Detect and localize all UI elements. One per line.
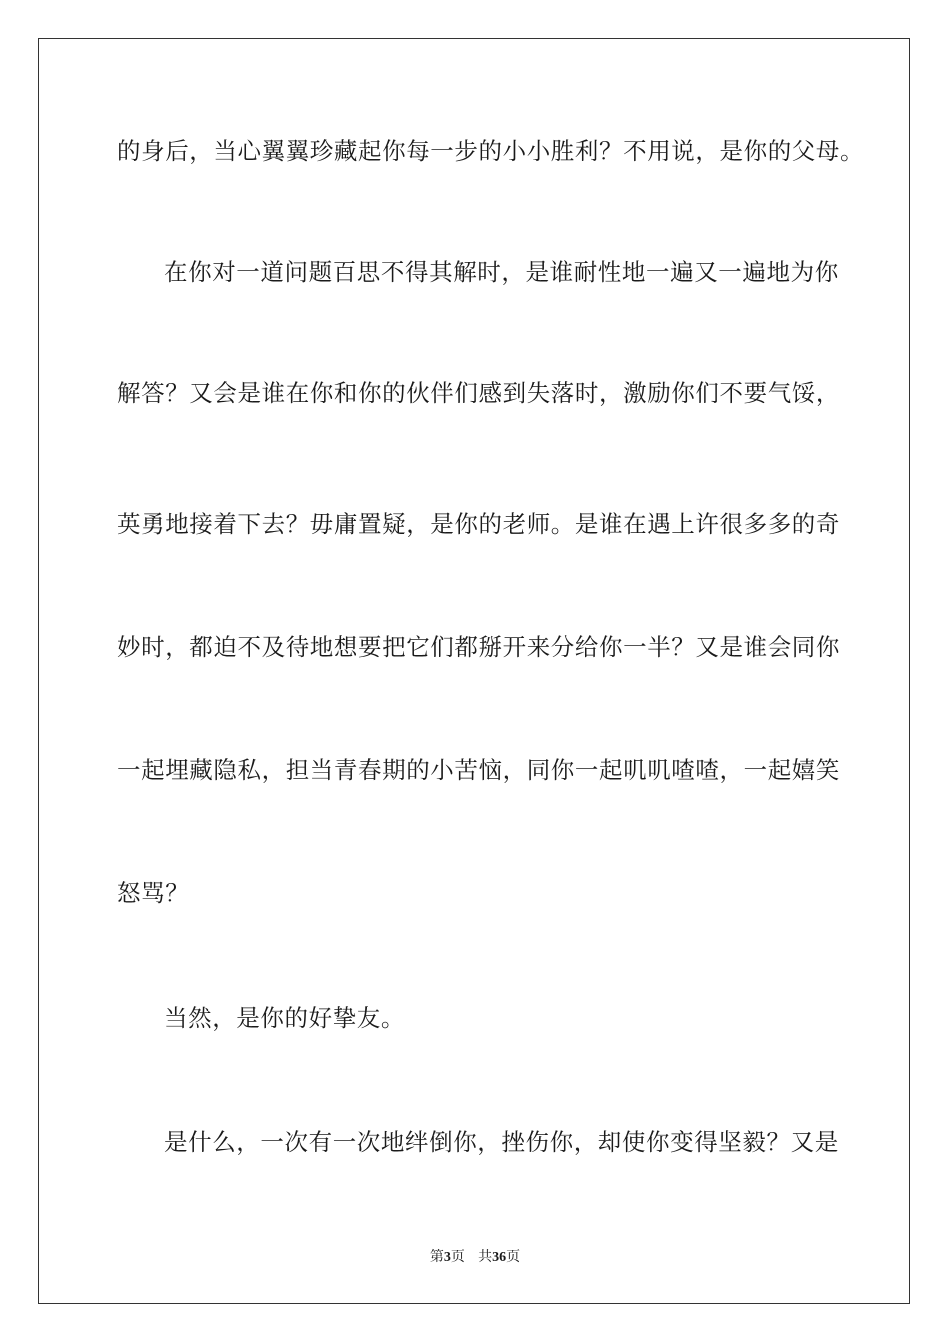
text-line-6: 一起埋藏隐私，担当青春期的小苦恼，同你一起叽叽喳喳，一起嬉笑 xyxy=(117,756,840,784)
page-border xyxy=(38,38,910,1304)
page-number: 3 xyxy=(443,1250,451,1265)
total-prefix: 共 xyxy=(478,1249,493,1265)
text-line-1: 的身后，当心翼翼珍藏起你每一步的小小胜利？不用说，是你的父母。 xyxy=(117,137,865,165)
page-footer xyxy=(0,1248,950,1267)
text-line-2: 在你对一道问题百思不得其解时，是谁耐性地一遍又一遍地为你 xyxy=(164,258,839,286)
page-suffix: 页 xyxy=(450,1249,465,1265)
text-line-3: 解答？又会是谁在你和你的伙伴们感到失落时，激励你们不要气馁， xyxy=(117,379,840,407)
text-line-9: 是什么，一次有一次地绊倒你，挫伤你，却使你变得坚毅？又是 xyxy=(164,1128,839,1156)
text-line-5: 妙时，都迫不及待地想要把它们都掰开来分给你一半？又是谁会同你 xyxy=(117,633,840,661)
text-line-7: 怒骂？ xyxy=(117,879,190,907)
total-suffix: 页 xyxy=(506,1249,521,1265)
page-prefix: 第 xyxy=(429,1249,444,1265)
total-pages: 36 xyxy=(492,1250,507,1265)
text-line-8: 当然，是你的好挚友。 xyxy=(164,1004,405,1032)
text-line-4: 英勇地接着下去？毋庸置疑，是你的老师。是谁在遇上许很多多的奇 xyxy=(117,510,840,538)
